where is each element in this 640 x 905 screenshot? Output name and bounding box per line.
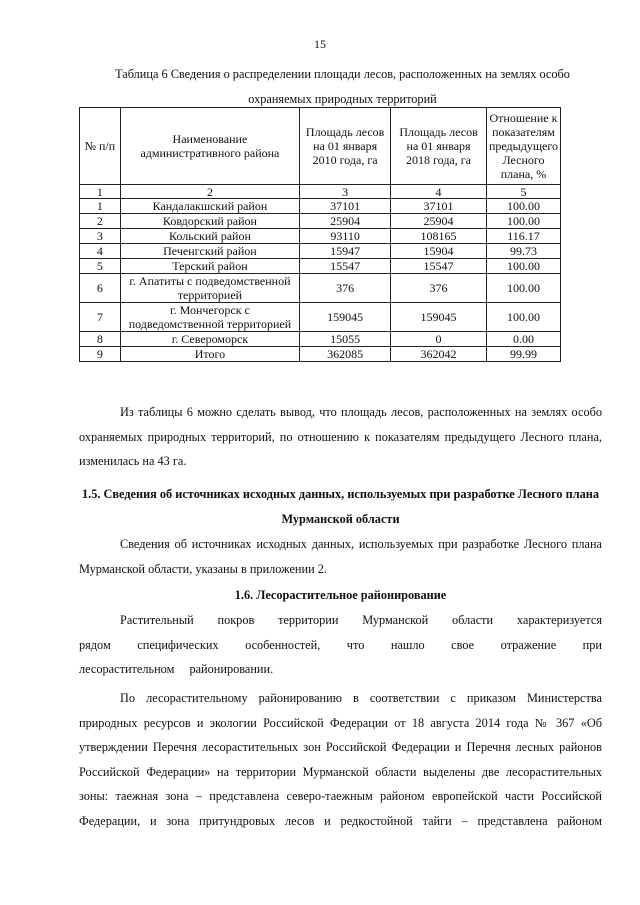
area-2018: 0	[391, 332, 487, 347]
area-2018: 362042	[391, 347, 487, 362]
column-number: 5	[486, 185, 560, 199]
area-2010: 15547	[300, 259, 391, 274]
table-row	[80, 244, 561, 259]
district-name: Кандалакшский район	[120, 199, 299, 214]
area-2010: 15947	[300, 244, 391, 259]
area-2018: 15547	[391, 259, 487, 274]
table-conclusion-paragraph: Из таблицы 6 можно сделать вывод, что площадь лесов, расположенных на землях особо охраняемых природных территорий, по отношению к показателям предыдущего Лесного плана, изменилась на 43 га.	[79, 405, 602, 468]
district-name: г. Североморск	[120, 332, 299, 347]
area-2018: 159045	[391, 303, 487, 332]
header-ratio: Отношение к показателям предыдущего Лесного плана, %	[486, 108, 560, 185]
table-row	[80, 214, 561, 229]
header-number: № п/п	[80, 108, 121, 185]
ratio-value: 116.17	[486, 229, 560, 244]
ratio-value: 100.00	[486, 303, 560, 332]
ratio-value: 100.00	[486, 214, 560, 229]
ratio-value: 99.99	[486, 347, 560, 362]
district-name: Итого	[120, 347, 299, 362]
district-name: Печенгский район	[120, 244, 299, 259]
section-1-6-paragraph-2: По лесорастительному районированию в соответствии с приказом Министерства природных ресурсов и экологии Российской Федерации от 18 августа 2014 года № 367 «Об утверждении Перечня лесорастительных зон Российской Федерации и Перечня лесных районов Российской Федерации» на территории Мурманской области выделены две лесорастительных зоны: таежная зона – представлена северо-таежным районом европейской части Российской Федерации, и зона притундровых лесов и редкостойной тайги – представлена районом	[79, 691, 602, 828]
table-row	[80, 259, 561, 274]
table-row	[80, 199, 561, 214]
column-number: 2	[120, 185, 299, 199]
row-number: 1	[80, 199, 121, 214]
area-2018: 25904	[391, 214, 487, 229]
section-1-6-paragraph-1: Растительный покров территории Мурманской области характеризуется рядом специфических особенностей, что нашло свое отражение при лесорастительном районировании.	[79, 613, 602, 676]
section-1-5-text: Сведения об источниках исходных данных, используемых при разработке Лесного плана Мурманской области, указаны в приложении 2.	[79, 537, 602, 576]
header-area-2018: Площадь лесов на 01 января 2018 года, га	[391, 108, 487, 185]
page-number: 15	[314, 37, 326, 51]
table-row	[80, 303, 561, 332]
row-number: 6	[80, 274, 121, 303]
table-caption: Таблица 6 Сведения о распределении площади лесов, расположенных на землях особо охраняемых природных территорий	[115, 67, 570, 106]
table-total-row	[80, 347, 561, 362]
section-1-5-heading: 1.5. Сведения об источниках исходных данных, используемых при разработке Лесного плана Мурманской области	[81, 487, 600, 526]
district-name: г. Апатиты с подведомственной территорией	[120, 274, 299, 303]
row-number: 4	[80, 244, 121, 259]
area-2010: 25904	[300, 214, 391, 229]
district-name: Ковдорский район	[120, 214, 299, 229]
table-row	[80, 332, 561, 347]
district-name: Терский район	[120, 259, 299, 274]
area-2018: 108165	[391, 229, 487, 244]
area-2010: 376	[300, 274, 391, 303]
district-name: г. Мончегорск с подведомственной территорией	[120, 303, 299, 332]
district-name: Кольский район	[120, 229, 299, 244]
column-number-row	[80, 185, 561, 199]
area-2018: 37101	[391, 199, 487, 214]
row-number: 9	[80, 347, 121, 362]
row-number: 8	[80, 332, 121, 347]
ratio-value: 100.00	[486, 259, 560, 274]
area-2018: 376	[391, 274, 487, 303]
area-2010: 93110	[300, 229, 391, 244]
row-number: 2	[80, 214, 121, 229]
header-district: Наименование административного района	[120, 108, 299, 185]
table-row	[80, 274, 561, 303]
row-number: 5	[80, 259, 121, 274]
column-number: 4	[391, 185, 487, 199]
section-1-6-heading: 1.6. Лесорастительное районирование	[234, 588, 447, 602]
area-2018: 15904	[391, 244, 487, 259]
row-number: 7	[80, 303, 121, 332]
ratio-value: 100.00	[486, 199, 560, 214]
forest-area-table	[79, 107, 561, 362]
column-number: 3	[300, 185, 391, 199]
area-2010: 159045	[300, 303, 391, 332]
ratio-value: 99.73	[486, 244, 560, 259]
table-row	[80, 229, 561, 244]
area-2010: 37101	[300, 199, 391, 214]
ratio-value: 100.00	[486, 274, 560, 303]
column-number: 1	[80, 185, 121, 199]
header-area-2010: Площадь лесов на 01 января 2010 года, га	[300, 108, 391, 185]
ratio-value: 0.00	[486, 332, 560, 347]
area-2010: 15055	[300, 332, 391, 347]
table-header-row	[80, 108, 561, 185]
area-2010: 362085	[300, 347, 391, 362]
row-number: 3	[80, 229, 121, 244]
